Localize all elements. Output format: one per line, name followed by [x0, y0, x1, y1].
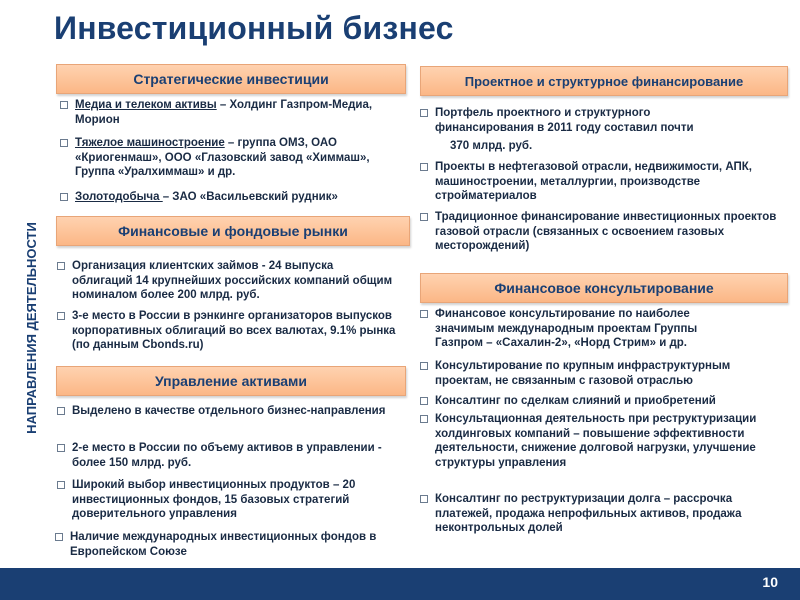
project-finance-amount: 370 млрд. руб. [450, 140, 533, 152]
list-item: Проекты в нефтегазовой отрасли, недвижимости, АПК, машиностроении, металлургии, производстве стройматериалов [420, 160, 785, 204]
checkbox-bullet-icon [57, 444, 65, 452]
checkbox-bullet-icon [55, 533, 63, 541]
checkbox-bullet-icon [57, 262, 65, 270]
list-item: Консалтинг по сделкам слияний и приобретений [420, 394, 790, 409]
footer-bar [0, 568, 800, 600]
checkbox-bullet-icon [60, 193, 68, 201]
list-item: Наличие международных инвестиционных фондов в Европейском Союзе [55, 530, 395, 559]
list-item: Тяжелое машиностроение – группа ОМЗ, ОАО «Криогенмаш», ООО «Глазовский завод «Химмаш», Группа «Уралхиммаш» и др. [60, 136, 400, 180]
list-item: Выделено в качестве отдельного бизнес-направления [57, 404, 397, 419]
header-strategic-investments: Стратегические инвестиции [56, 64, 406, 94]
list-item: Консалтинг по реструктуризации долга – рассрочка платежей, продажа непрофильных активов, продажа неконтрольных долей [420, 492, 790, 536]
checkbox-bullet-icon [57, 312, 65, 320]
list-item: Традиционное финансирование инвестиционных проектов газовой отрасли (связанных с освоением газовых месторождений) [420, 210, 785, 254]
header-financial-markets: Финансовые и фондовые рынки [56, 216, 410, 246]
list-item: Портфель проектного и структурного финансирования в 2011 году составил почти [420, 106, 780, 135]
header-project-finance: Проектное и структурное финансирование [420, 66, 788, 96]
checkbox-bullet-icon [420, 495, 428, 503]
checkbox-bullet-icon [57, 481, 65, 489]
checkbox-bullet-icon [57, 407, 65, 415]
page-number: 10 [762, 574, 778, 590]
list-item: Широкий выбор инвестиционных продуктов – 20 инвестиционных фондов, 15 базовых стратегий доверительного управления [57, 478, 405, 522]
checkbox-bullet-icon [420, 362, 428, 370]
header-financial-consulting: Финансовое консультирование [420, 273, 788, 303]
page-title: Инвестиционный бизнес [54, 10, 454, 46]
side-label: НАПРАВЛЕНИЯ ДЕЯТЕЛЬНОСТИ [24, 222, 39, 434]
list-item: 2-е место в России по объему активов в управлении - более 150 млрд. руб. [57, 441, 397, 470]
checkbox-bullet-icon [420, 310, 428, 318]
checkbox-bullet-icon [420, 163, 428, 171]
list-item: Медиа и телеком активы – Холдинг Газпром-Медиа, Морион [60, 98, 400, 127]
checkbox-bullet-icon [420, 109, 428, 117]
list-item: 3-е место в России в рэнкинге организаторов выпусков корпоративных облигаций во всех валютах, 9.1% рынка (по данным Cbonds.ru) [57, 309, 397, 353]
checkbox-bullet-icon [60, 101, 68, 109]
list-item: Консультирование по крупным инфраструктурным проектам, не связанным с газовой отраслью [420, 359, 790, 388]
list-item: Золотодобыча – ЗАО «Васильевский рудник» [60, 190, 400, 205]
checkbox-bullet-icon [420, 213, 428, 221]
checkbox-bullet-icon [420, 397, 428, 405]
checkbox-bullet-icon [420, 415, 428, 423]
checkbox-bullet-icon [60, 139, 68, 147]
list-item: Консультационная деятельность при реструктуризации холдинговых компаний – повышение эффективности деятельности, снижение долговой нагрузки, улучшение структуры управления [420, 412, 790, 470]
header-asset-management: Управление активами [56, 366, 406, 396]
list-item: Организация клиентских займов - 24 выпуска облигаций 14 крупнейших российских компаний общим номиналом более 200 млрд. руб. [57, 259, 397, 303]
list-item: Финансовое консультирование по наиболее значимым международным проектам Группы Газпром – «Сахалин-2», «Норд Стрим» и др. [420, 307, 780, 351]
